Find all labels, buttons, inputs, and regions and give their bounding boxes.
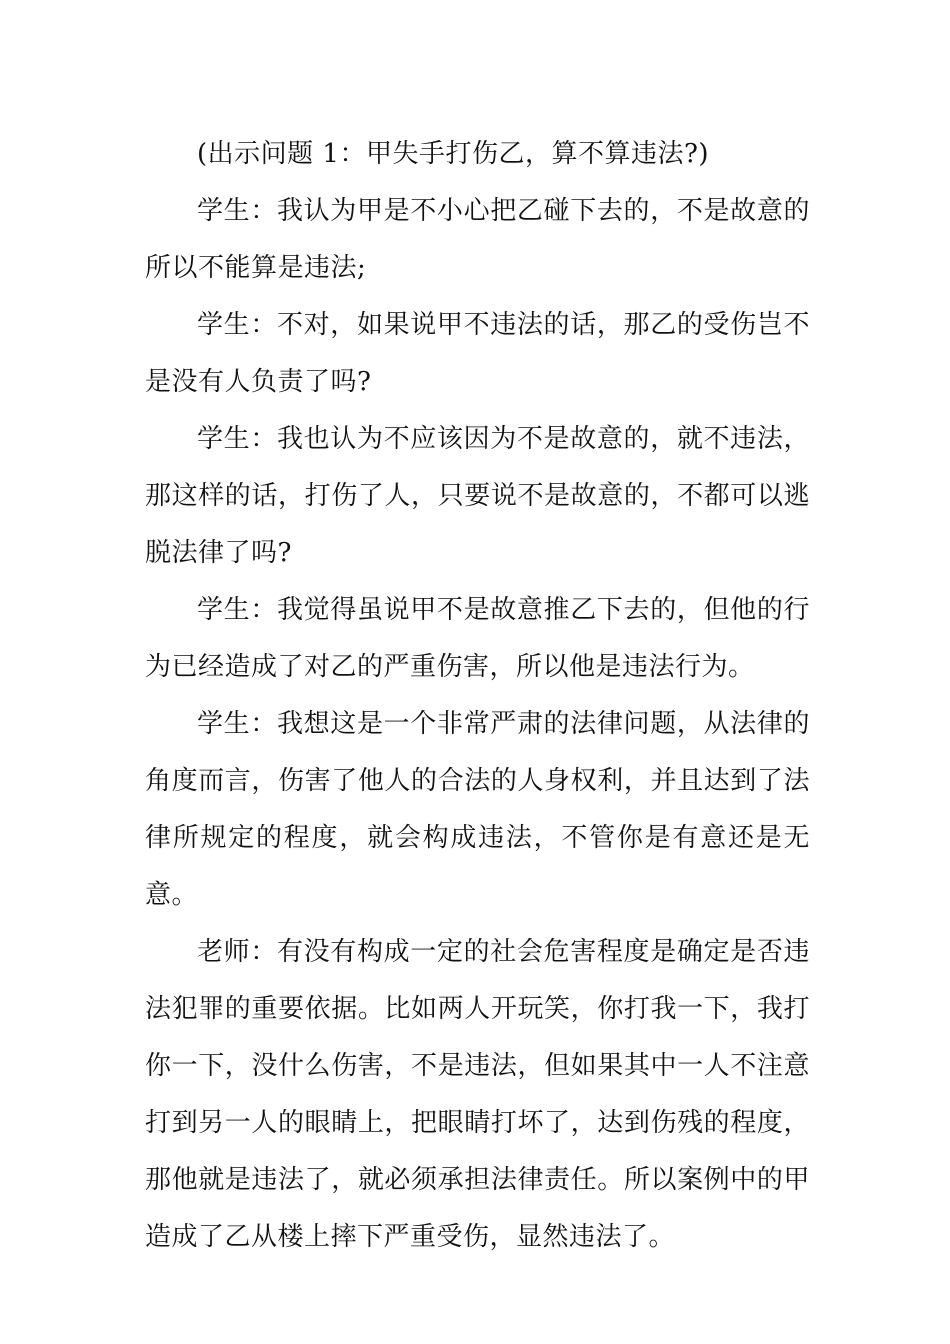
paragraph-teacher: 老师：有没有构成一定的社会危害程度是确定是否违法犯罪的重要依据。比如两人开玩笑，你打我一下，我打你一下，没什么伤害，不是违法，但如果其中一人不注意打到另一人的眼睛上，把眼睛打坏了，达到伤残的程度，那他就是违法了，就必须承担法律责任。所以案例中的甲造成了乙从楼上摔下严重受伤，显然违法了。 (145, 937, 810, 1252)
paragraph-student-2: 学生：不对，如果说甲不违法的话，那乙的受伤岂不是没有人负责了吗? (145, 310, 810, 397)
paragraph-student-1: 学生：我认为甲是不小心把乙碰下去的，不是故意的所以不能算是违法; (145, 196, 810, 283)
paragraph-student-4: 学生：我觉得虽说甲不是故意推乙下去的，但他的行为已经造成了对乙的严重伤害，所以他是违法行为。 (145, 595, 810, 682)
paragraph-student-3: 学生：我也认为不应该因为不是故意的，就不违法，那这样的话，打伤了人，只要说不是故意的，不都可以逃脱法律了吗? (145, 424, 810, 568)
paragraph-question: (出示问题 1：甲失手打伤乙，算不算违法?) (197, 139, 710, 169)
paragraph-student-5: 学生：我想这是一个非常严肃的法律问题，从法律的角度而言，伤害了他人的合法的人身权利，并且达到了法律所规定的程度，就会构成违法，不管你是有意还是无意。 (145, 709, 810, 910)
document-body (145, 126, 810, 1266)
